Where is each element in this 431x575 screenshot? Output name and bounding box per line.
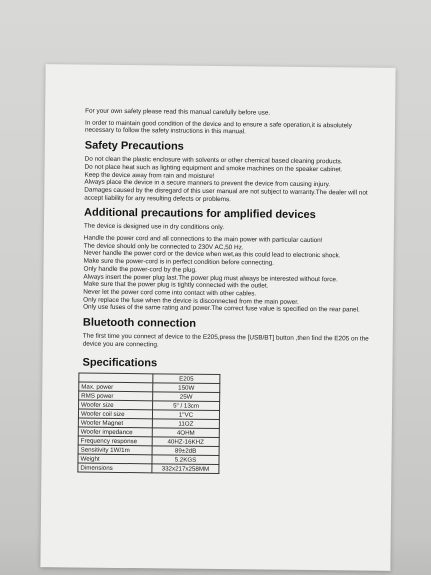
spec-label: RMS power: [79, 392, 153, 402]
additional-line: Only handle the power-cord by the plug.: [83, 265, 197, 274]
intro-paragraph: In order to maintain good condition of the device and to ensure a safe operation,it is absolutely necessary to follow the safety instructions in this manual.: [84, 119, 352, 136]
spec-label: Woofer impedance: [78, 428, 152, 438]
spec-label: Max. power: [79, 383, 153, 393]
spec-label: Woofer coil size: [78, 410, 152, 420]
spec-label: Frequency response: [78, 437, 152, 447]
bluetooth-text: The first time you connect af device to the E205,press the [USB/BT] button ,then find the E205 on the device you are connecting.: [82, 332, 369, 349]
spec-value: 1"VC: [152, 410, 219, 420]
safety-line: Do not clean the plastic enclosure with solvents or other chemical based cleaning products.: [84, 155, 343, 166]
spec-value: 5" / 13cm: [153, 401, 220, 411]
page-content: [81, 108, 377, 477]
additional-line: Never let the power cord come into contact with other cables.: [83, 288, 257, 298]
spec-value: 25W: [153, 392, 220, 402]
safety-line: Always place the device in a secure manners to prevent the device from causing injury.: [84, 178, 331, 189]
additional-line: Handle the power cord and all connections to the main power with particular caution!: [83, 234, 323, 245]
spec-value: 40HZ-16KHZ: [152, 437, 219, 447]
spec-value: 5.2KGS: [152, 455, 219, 465]
safety-heading: Safety Precautions: [84, 139, 184, 153]
spec-label: Woofer Magnet: [78, 419, 152, 429]
spec-value: 332x217x258MM: [152, 464, 219, 474]
spec-label: Weight: [78, 455, 152, 465]
table-row: [78, 464, 219, 474]
safety-list: [84, 156, 376, 205]
spec-label: Sensitivity 1W/1m: [78, 446, 152, 456]
additional-line: Never handle the power cord or the device when wet,as this could lead to electronic shock.: [83, 250, 341, 260]
additional-line: Only use fuses of the same rating and power.The correct fuse value is specified on the rear panel.: [83, 303, 360, 314]
additional-heading: Additional precautions for amplified devices: [84, 206, 316, 222]
spec-value: 4OHM: [152, 428, 219, 438]
additional-list: [83, 235, 376, 315]
safety-line: Keep the device away from rain and moisture!: [84, 171, 215, 180]
specs-table: [77, 373, 220, 474]
additional-line: Always insert the power plug last.The power plug must always be interested without force.: [83, 273, 338, 283]
spec-value: 150W: [153, 383, 220, 393]
additional-line: Only replace the fuse when the device is disconnected from the main power.: [83, 296, 299, 306]
spec-value: 11OZ: [152, 419, 219, 429]
additional-line: The device should only be connected to 230V AC,50 Hz.: [83, 242, 244, 251]
manual-page: [40, 64, 395, 571]
bluetooth-heading: Bluetooth connection: [82, 316, 197, 330]
additional-intro: The device is designed use in dry conditions only.: [83, 222, 225, 232]
spec-label: Dimensions: [78, 464, 152, 474]
spec-value: 89±2dB: [152, 446, 219, 456]
safety-line: Do not place heat such as lighting equipment and smoke machines on the speaker cabinet.: [84, 163, 343, 174]
model-header: E205: [153, 374, 220, 384]
intro-line: For your own safety please read this manual carefully before use.: [85, 107, 271, 117]
additional-line: Make sure the power-cord is in perfect condition before connecting.: [83, 257, 275, 267]
safety-line: Damages caused by the disregard of this user manual are not subject to warranty.The dealer will not accept liability for any resulting defects or problems.: [84, 186, 368, 203]
spec-label: Woofer size: [79, 401, 153, 411]
additional-line: Make sure that the power plug is tightly connected with the outlet.: [83, 280, 269, 290]
specs-heading: Specifications: [82, 357, 158, 370]
